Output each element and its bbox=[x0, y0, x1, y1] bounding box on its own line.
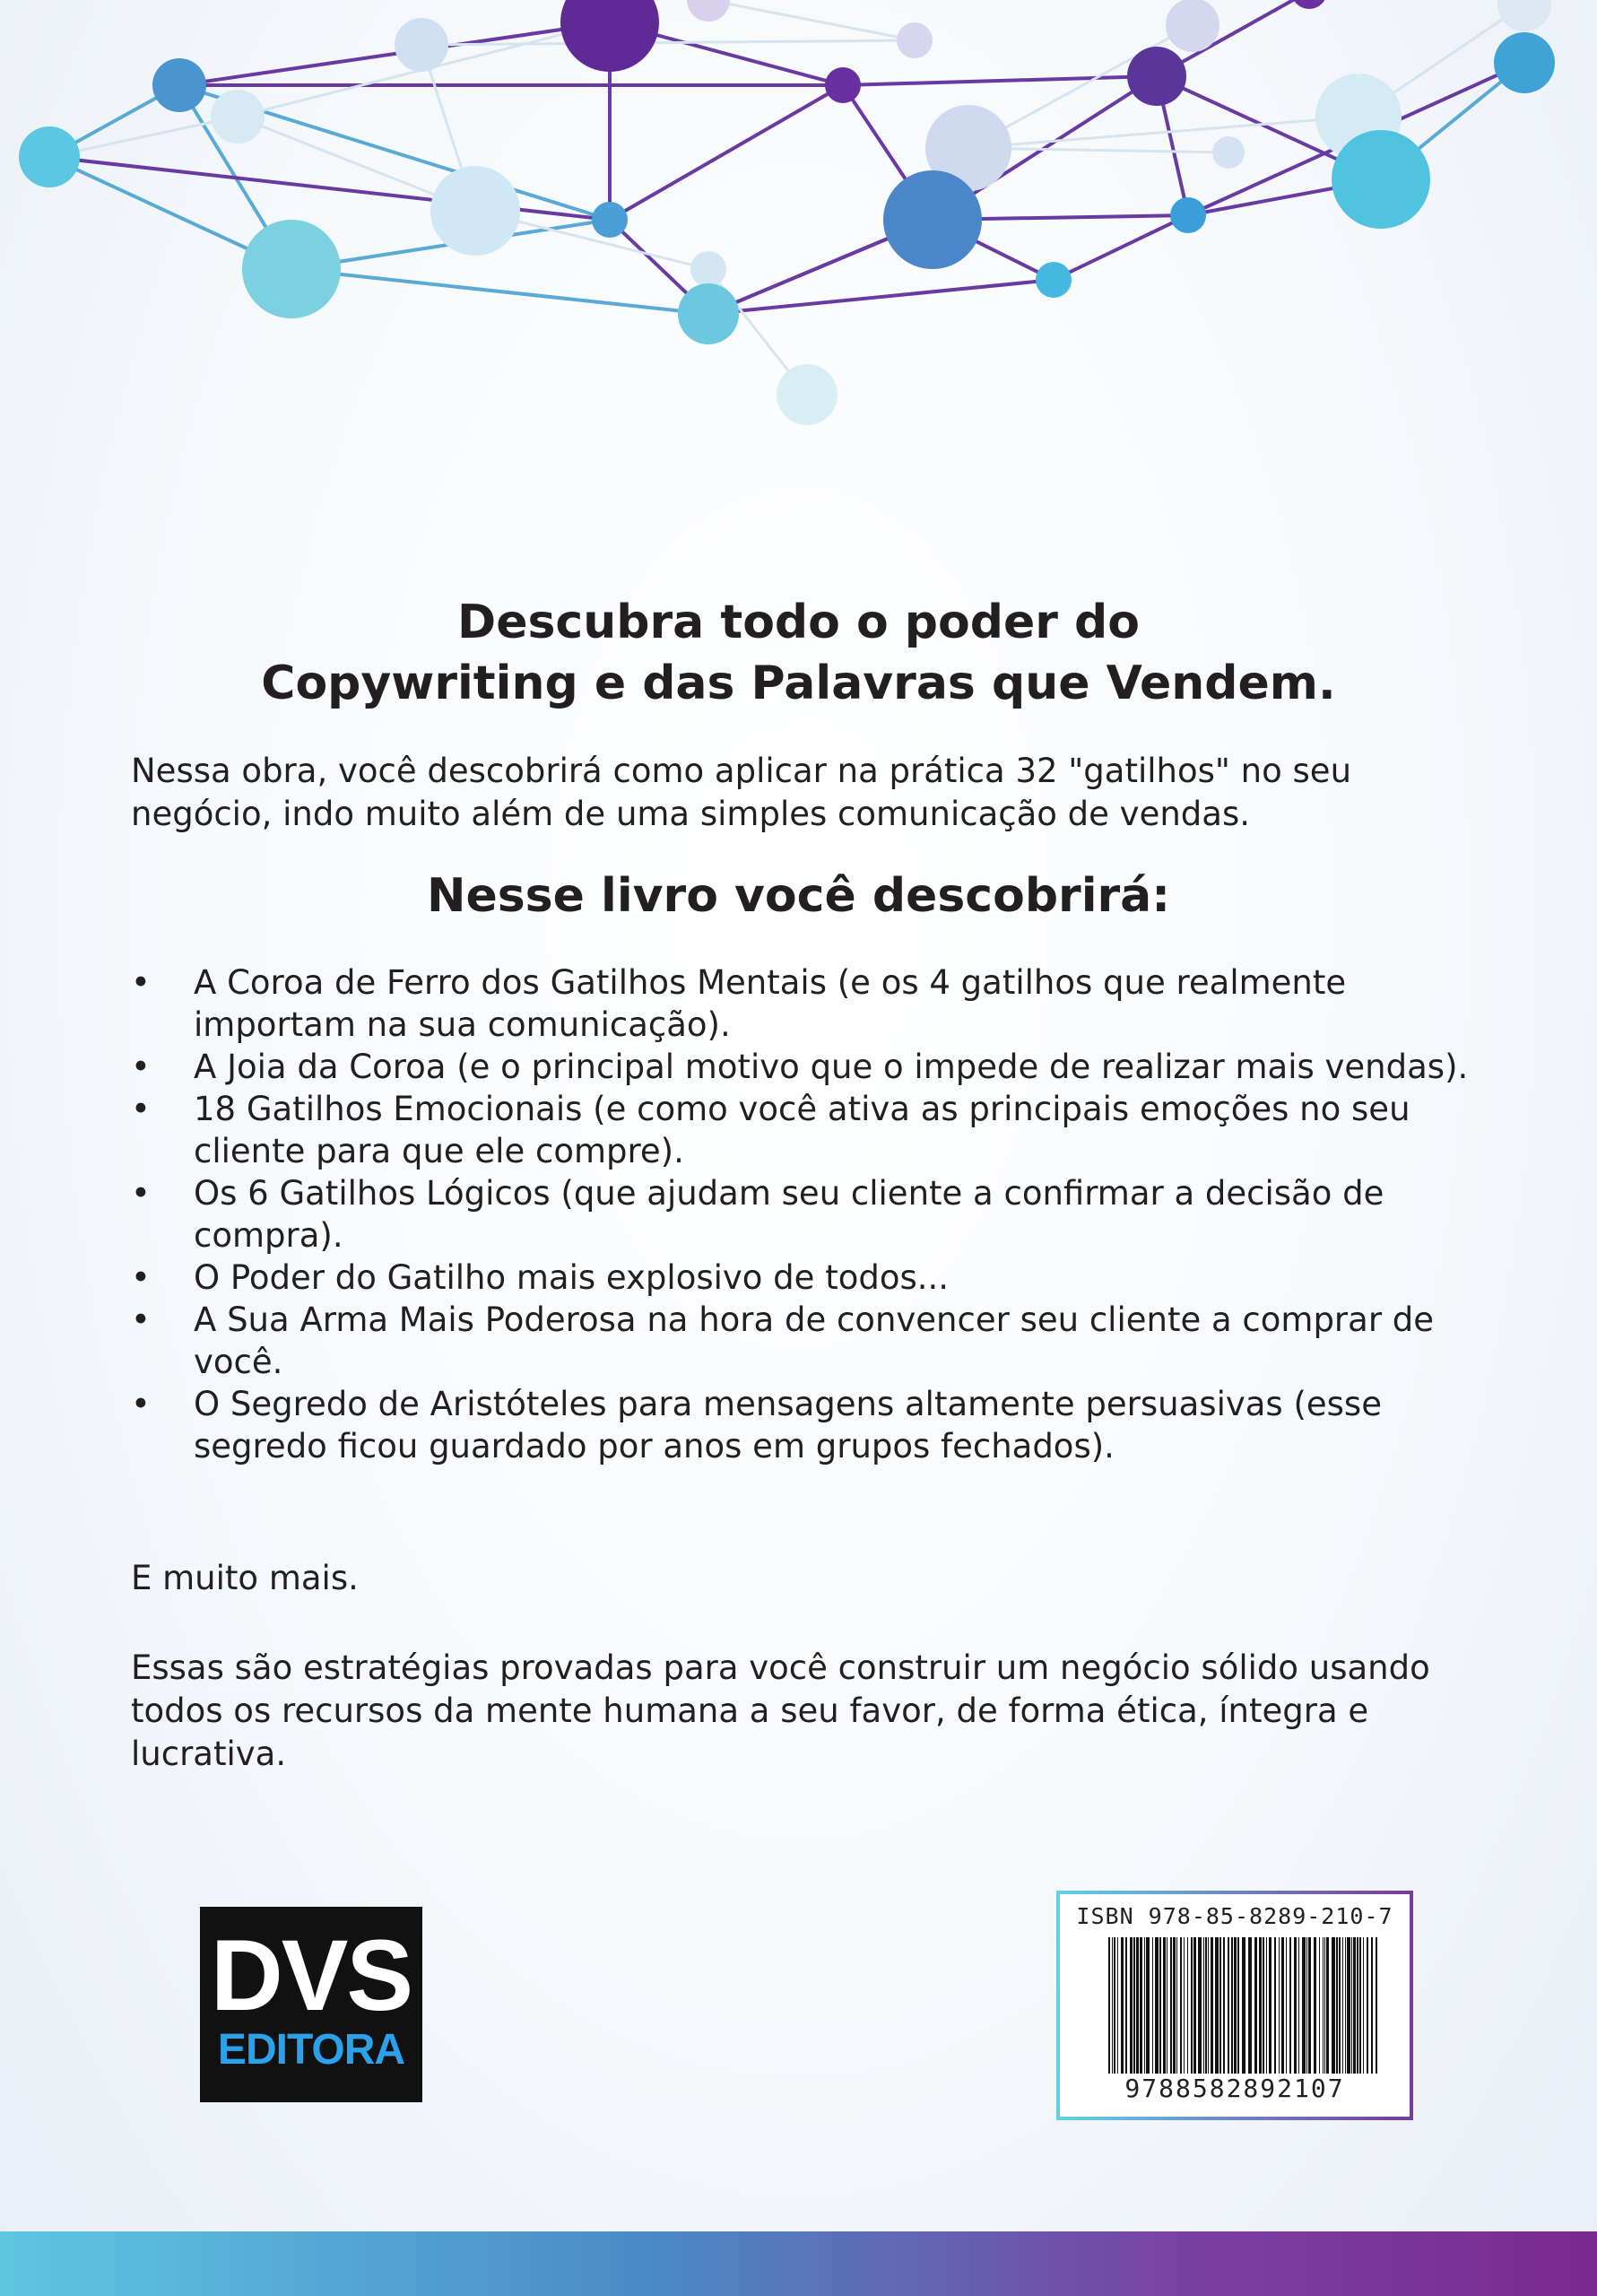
barcode-bar bbox=[1228, 1937, 1229, 2074]
network-node bbox=[687, 0, 730, 22]
barcode-bar bbox=[1298, 1937, 1299, 2074]
barcode-bar bbox=[1231, 1937, 1233, 2074]
barcode-bar bbox=[1130, 1937, 1133, 2074]
barcode-bar bbox=[1319, 1937, 1320, 2074]
barcode-bar bbox=[1215, 1937, 1219, 2074]
bullet-text: A Joia da Coroa (e o principal motivo que o impede de realizar mais vendas). bbox=[194, 1048, 1469, 1086]
barcode-bar bbox=[1159, 1937, 1161, 2074]
network-node bbox=[1497, 0, 1551, 31]
network-node bbox=[592, 202, 628, 238]
network-edge bbox=[610, 85, 843, 220]
network-node bbox=[1127, 47, 1186, 106]
barcode-bar bbox=[1367, 1937, 1368, 2074]
bullet-item bbox=[131, 1257, 1476, 1299]
barcode-bar bbox=[1274, 1937, 1276, 2074]
barcode-bar bbox=[1108, 1937, 1110, 2074]
barcode-bar bbox=[1371, 1937, 1373, 2074]
isbn-digits: 9788582892107 bbox=[1124, 2074, 1345, 2103]
barcode-bar bbox=[1121, 1937, 1124, 2074]
network-node bbox=[1212, 136, 1245, 169]
headline-line-1: Descubra todo o poder do bbox=[457, 596, 1140, 649]
bullet-text: A Coroa de Ferro dos Gatilhos Mentais (e os 4 gatilhos que realmente importam na sua comunicação). bbox=[194, 963, 1347, 1044]
barcode-bar bbox=[1324, 1937, 1325, 2074]
network-node bbox=[19, 126, 80, 187]
network-node bbox=[152, 58, 206, 112]
publisher-logo-dvs: DVS bbox=[210, 1919, 412, 2031]
barcode-bar bbox=[1306, 1937, 1307, 2074]
barcode-bar bbox=[1152, 1937, 1153, 2074]
barcode-bar bbox=[1180, 1937, 1182, 2074]
barcode-bar bbox=[1193, 1937, 1196, 2074]
network-node bbox=[825, 67, 861, 103]
subheading: Nesse livro você descobrirá: bbox=[426, 869, 1171, 923]
barcode-bar bbox=[1112, 1937, 1113, 2074]
barcode-bar bbox=[1376, 1937, 1377, 2074]
network-edge bbox=[1054, 215, 1188, 280]
network-node bbox=[678, 283, 739, 344]
isbn-barcode-box bbox=[1056, 1891, 1413, 2120]
network-node bbox=[211, 90, 265, 144]
barcode-bar bbox=[1144, 1937, 1145, 2074]
barcode-bar bbox=[1187, 1937, 1188, 2074]
barcode-bar bbox=[1326, 1937, 1329, 2074]
barcode-bar bbox=[1211, 1937, 1213, 2074]
barcode-bar bbox=[1345, 1937, 1346, 2074]
network-nodes-illustration bbox=[0, 0, 1597, 556]
barcode-bar bbox=[1289, 1937, 1291, 2074]
bullet-item bbox=[131, 1299, 1476, 1383]
bullet-text: O Poder do Gatilho mais explosivo de todos... bbox=[194, 1258, 950, 1297]
bullet-text: O Segredo de Aristóteles para mensagens altamente persuasivas (esse segredo ficou guardado por anos em grupos fechados). bbox=[194, 1385, 1382, 1465]
publisher-logo-editora: EDITORA bbox=[217, 2026, 405, 2074]
barcode-bar bbox=[1173, 1937, 1176, 2074]
barcode-bar bbox=[1263, 1937, 1264, 2074]
barcode-bar bbox=[1314, 1937, 1316, 2074]
network-edge bbox=[291, 269, 708, 314]
network-node bbox=[897, 22, 933, 58]
barcode-bar bbox=[1176, 1937, 1177, 2074]
bullet-text: A Sua Arma Mais Poderosa na hora de convencer seu cliente a comprar de você. bbox=[194, 1300, 1435, 1381]
network-node bbox=[1494, 32, 1555, 93]
barcode-bar bbox=[1242, 1937, 1245, 2074]
barcode-bar bbox=[1125, 1937, 1127, 2074]
bullet-icon: • bbox=[131, 1385, 151, 1423]
network-node bbox=[883, 170, 982, 269]
bullet-item bbox=[131, 1383, 1476, 1467]
network-node bbox=[560, 0, 659, 72]
network-edge bbox=[708, 0, 915, 40]
bullet-item bbox=[131, 1088, 1476, 1172]
publisher-logo bbox=[200, 1907, 422, 2102]
barcode-bar bbox=[1286, 1937, 1287, 2074]
barcode-bar bbox=[1347, 1937, 1350, 2074]
barcode-bar bbox=[1155, 1937, 1159, 2074]
barcode-bar bbox=[1308, 1937, 1311, 2074]
closing-paragraph: Essas são estratégias provadas para você construir um negócio sólido usando todos os recursos da mente humana a seu favor, de forma ética, íntegra e lucrativa. bbox=[131, 1648, 1430, 1773]
bullet-item bbox=[131, 1046, 1476, 1088]
network-edge bbox=[49, 157, 610, 220]
headline bbox=[0, 592, 1597, 714]
barcode-bar bbox=[1191, 1937, 1193, 2074]
network-edge bbox=[708, 280, 1054, 314]
barcode-bar bbox=[1281, 1937, 1284, 2074]
barcode-bar bbox=[1136, 1937, 1139, 2074]
network-node bbox=[1166, 0, 1219, 52]
barcode-bar bbox=[1302, 1937, 1306, 2074]
barcode-bar bbox=[1203, 1937, 1204, 2074]
barcode-bar bbox=[1146, 1937, 1150, 2074]
network-edge bbox=[421, 40, 915, 45]
barcode-bar bbox=[1323, 1937, 1324, 2074]
barcode-bar bbox=[1205, 1937, 1207, 2074]
more-text: E muito mais. bbox=[131, 1559, 359, 1597]
barcode-bar bbox=[1351, 1937, 1352, 2074]
barcode-bar bbox=[1133, 1937, 1135, 2074]
network-node bbox=[1291, 0, 1327, 9]
barcode-bar bbox=[1266, 1937, 1267, 2074]
network-node bbox=[1036, 262, 1072, 298]
barcode-bar bbox=[1140, 1937, 1142, 2074]
network-node bbox=[690, 251, 726, 287]
isbn-label: ISBN 978-85-8289-210-7 bbox=[1076, 1903, 1393, 1929]
barcode-bar bbox=[1219, 1937, 1221, 2074]
bullet-icon: • bbox=[131, 1258, 151, 1297]
bullet-icon: • bbox=[131, 1174, 151, 1213]
bullet-list bbox=[131, 961, 1476, 1467]
barcode-bar bbox=[1336, 1937, 1338, 2074]
network-edge bbox=[843, 76, 1157, 85]
barcode-bar bbox=[1332, 1937, 1335, 2074]
barcode-bar bbox=[1279, 1937, 1280, 2074]
bullet-text: Os 6 Gatilhos Lógicos (que ajudam seu cliente a confirmar a decisão de compra). bbox=[194, 1174, 1384, 1255]
network-node bbox=[242, 220, 341, 318]
barcode-bar bbox=[1248, 1937, 1252, 2074]
barcode-bar bbox=[1363, 1937, 1364, 2074]
barcode-bar bbox=[1294, 1937, 1297, 2074]
barcode-bar bbox=[1339, 1937, 1341, 2074]
barcode-bar bbox=[1198, 1937, 1202, 2074]
barcode-bar bbox=[1208, 1937, 1209, 2074]
barcode-bar bbox=[1237, 1937, 1239, 2074]
intro-paragraph: Nessa obra, você descobrirá como aplicar na prática 32 "gatilhos" no seu negócio, indo muito além de uma simples comunicação de vendas. bbox=[131, 752, 1352, 833]
bullet-item bbox=[131, 1172, 1476, 1257]
bullet-item bbox=[131, 961, 1476, 1046]
barcode-bar bbox=[1163, 1937, 1166, 2074]
barcode-bar bbox=[1342, 1937, 1343, 2074]
bullet-icon: • bbox=[131, 963, 151, 1002]
bullet-text: 18 Gatilhos Emocionais (e como você ativa as principais emoções no seu cliente para que ele compre). bbox=[194, 1090, 1410, 1170]
barcode-bar bbox=[1254, 1937, 1257, 2074]
network-node bbox=[1332, 130, 1430, 229]
barcode-icon bbox=[1108, 1937, 1377, 2074]
network-node bbox=[1170, 197, 1206, 233]
bottom-gradient-bar bbox=[0, 2231, 1597, 2296]
barcode-bar bbox=[1234, 1937, 1237, 2074]
network-node bbox=[430, 166, 520, 256]
network-node bbox=[395, 18, 448, 72]
barcode-bar bbox=[1117, 1937, 1118, 2074]
barcode-bar bbox=[1359, 1937, 1361, 2074]
bullet-icon: • bbox=[131, 1090, 151, 1128]
barcode-bar bbox=[1114, 1937, 1115, 2074]
bullet-icon: • bbox=[131, 1048, 151, 1086]
barcode-bar bbox=[1170, 1937, 1172, 2074]
network-node bbox=[777, 364, 838, 425]
bullet-icon: • bbox=[131, 1300, 151, 1339]
headline-line-2: Copywriting e das Palavras que Vendem. bbox=[261, 657, 1336, 710]
barcode-bar bbox=[1184, 1937, 1185, 2074]
barcode-bar bbox=[1259, 1937, 1262, 2074]
barcode-bar bbox=[1353, 1937, 1356, 2074]
barcode-bar bbox=[1223, 1937, 1225, 2074]
barcode-bar bbox=[1269, 1937, 1272, 2074]
barcode-bar bbox=[1357, 1937, 1358, 2074]
